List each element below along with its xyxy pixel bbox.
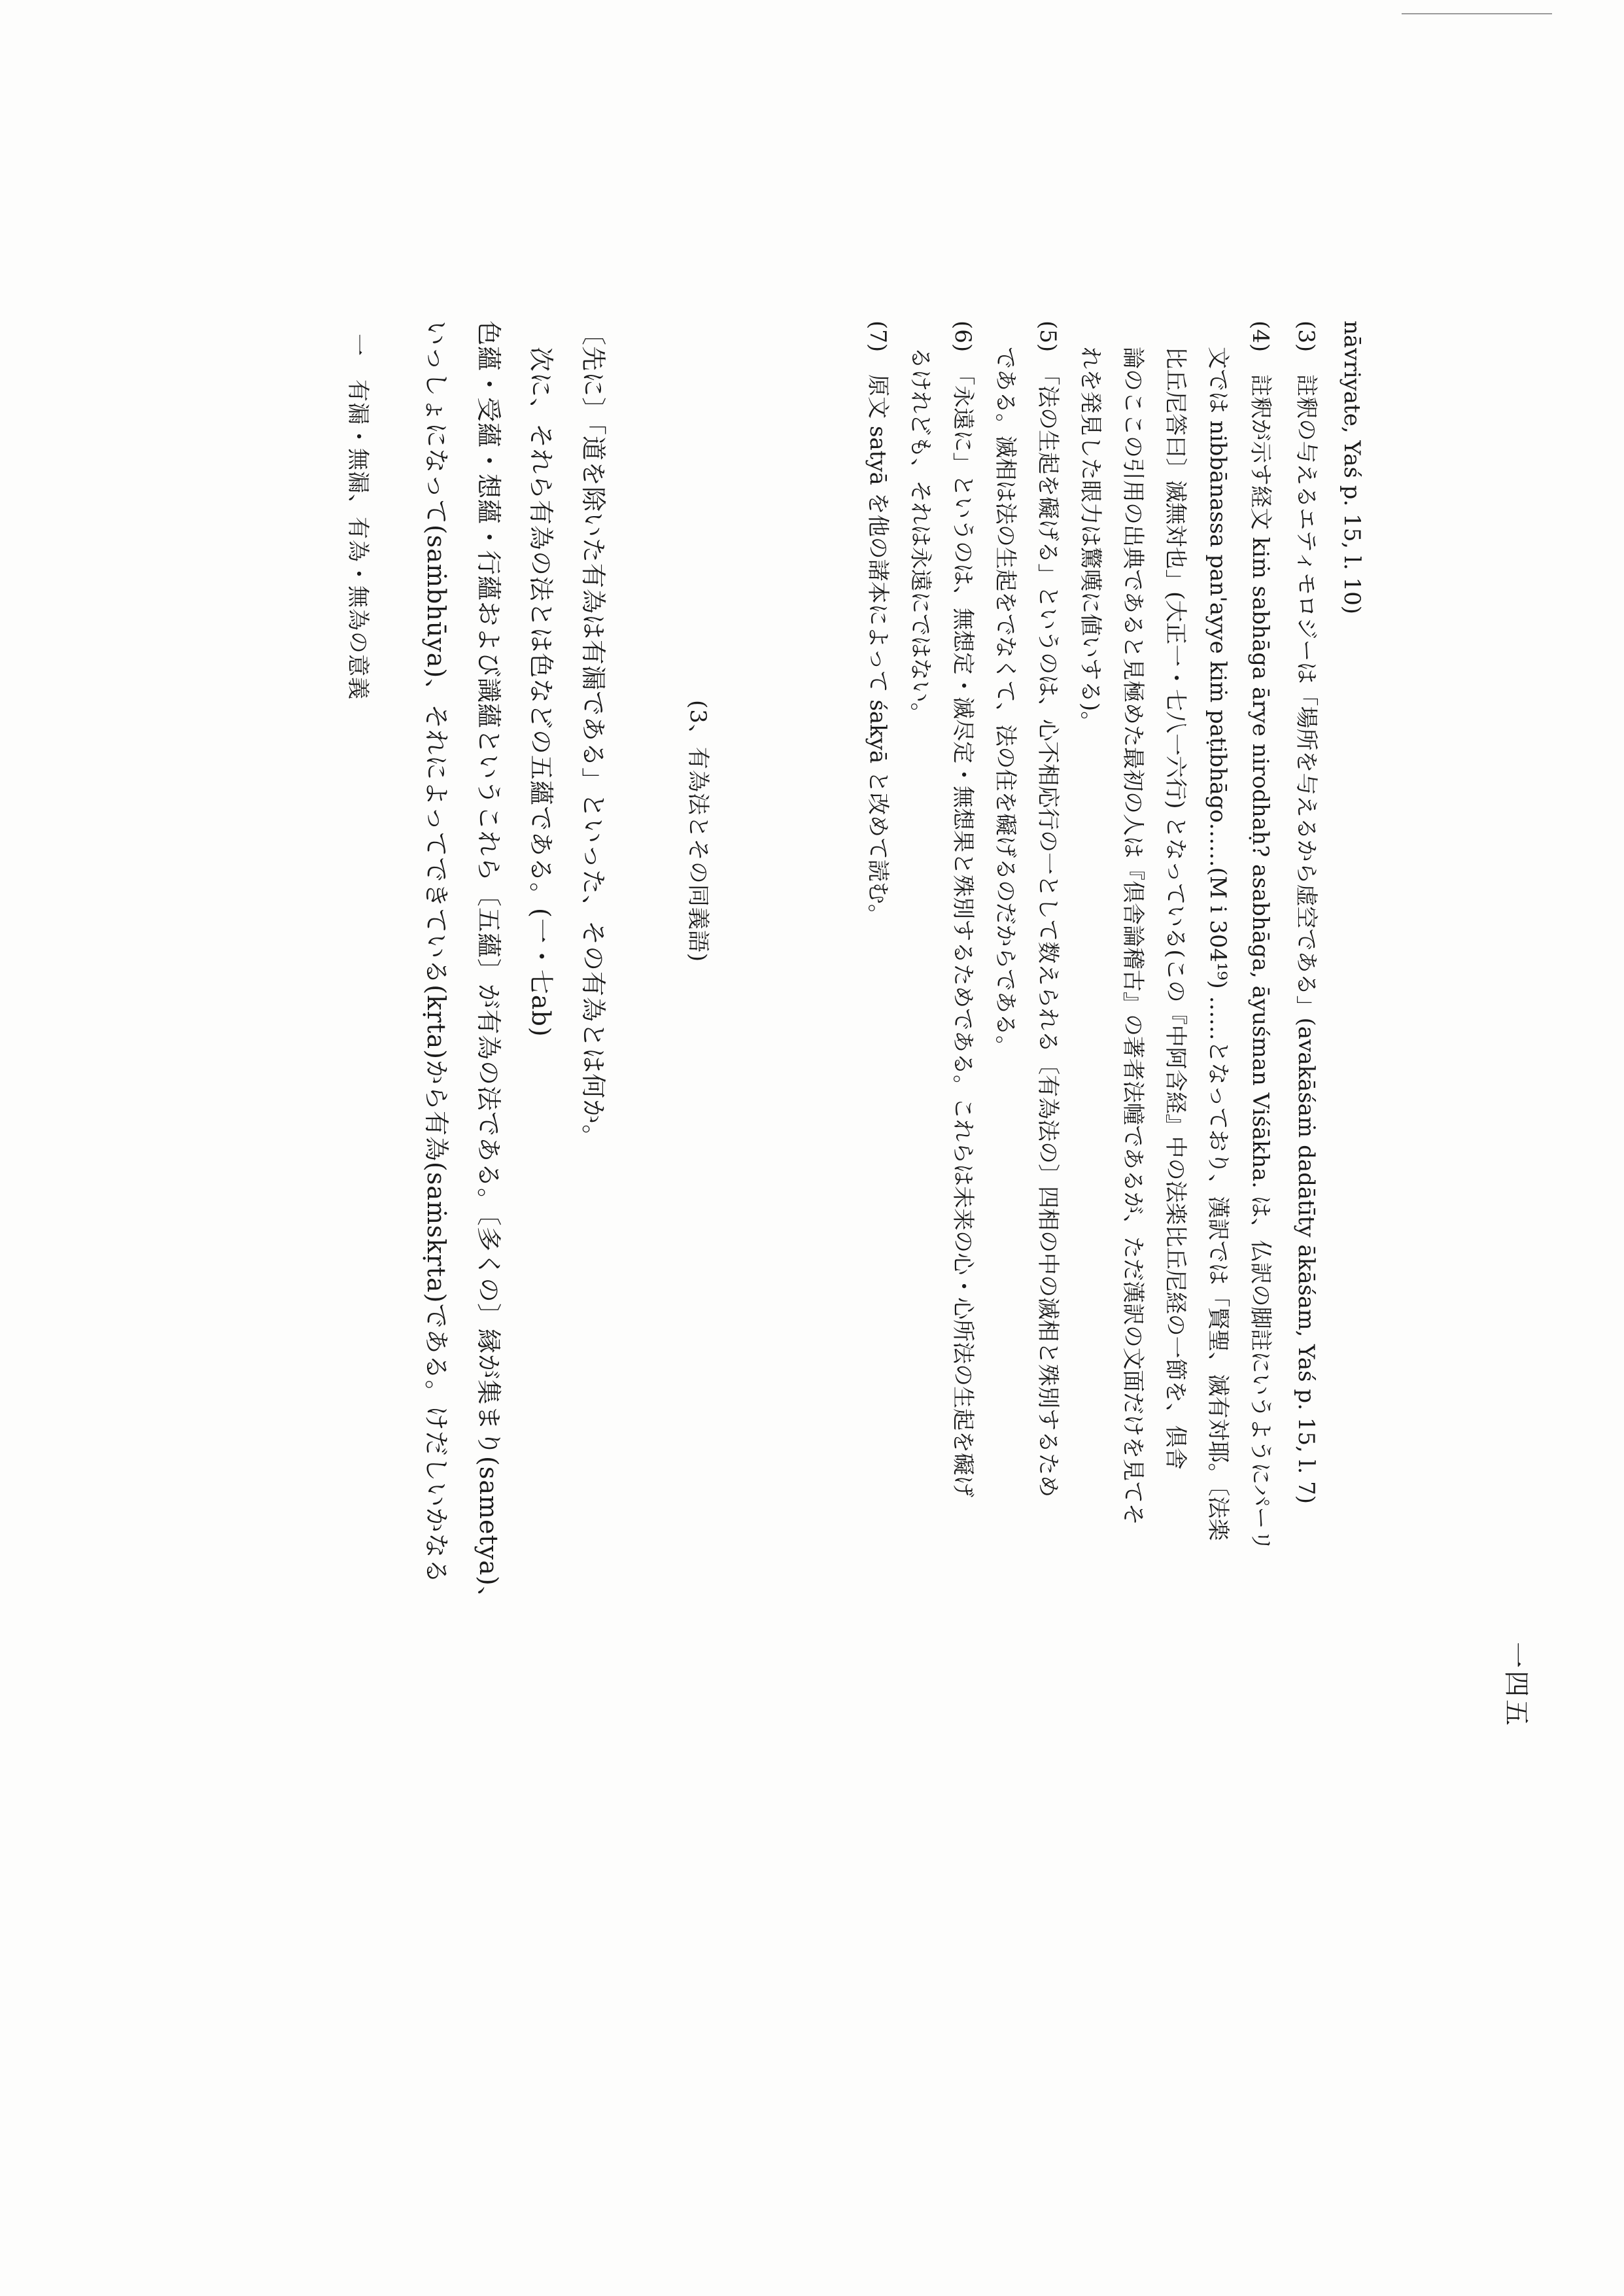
note-4-line-1: (4) 註釈が示す経文 kiṁ sabhāga ārye nirodhaḥ? asabhāga, āyuśman Viśākha. は、仏訳の脚註にいうようにパーリ — [1247, 321, 1273, 1552]
note-4-line-5: れを発見した眼力は驚嘆に値いする)。 — [1077, 347, 1103, 734]
note-6-line-2: るけれども、それは永遠にではない。 — [907, 347, 933, 725]
body-line-4: いっしょになって(saṁbhūya)、それによってできている(kṛta)から有為(saṁskṛta)である。けだしいかなる — [422, 321, 451, 1584]
note-5-line-1: (5) 「法の生起を礙げる」というのは、心不相応行の一として数えられる〔有為法の〕四相の中の滅相と殊別するため — [1035, 321, 1061, 1498]
note-3: (3) 註釈の与えるエティモロジーは「場所を与えるから虚空である」(avakāśaṁ dadātīty ākāśam, Yaś p. 15, l. 7) — [1293, 321, 1319, 1505]
note-7: (7) 原文 satyā を他の諸本によって śakyā と改めて読む。 — [865, 321, 891, 927]
body-line-1: 〔先に〕「道を除いた有為は有漏である」といった、その有為とは何か。 — [579, 321, 608, 1151]
section-heading: (3、有為法とその同義語) — [685, 700, 711, 963]
note-4-line-3: 比丘尼答曰〕滅無対也」(大正一・七八一六行) となっている(この『中阿含経』中の法楽比丘尼経の一節を、倶舎 — [1162, 347, 1188, 1470]
body-line-2: 次に、それら有為の法とは色などの五蘊である。(一・七ab) — [527, 347, 555, 1037]
note-5-line-2: である。滅相は法の生起をでなくて、法の住を礙げるのだからである。 — [992, 347, 1018, 1058]
top-rule — [1402, 13, 1552, 14]
body-line-3: 色蘊・受蘊・想蘊・行蘊および識蘊というこれら〔五蘊〕が有為の法である。〔多くの〕縁が集まり(sametya)、 — [474, 321, 503, 1612]
page-number: 一四五 — [1501, 1642, 1531, 1728]
note-4-line-2: 文では nibbānassa pan'ayye kiṁ paṭibhāgo……(M i 304¹⁹) ……となっており、漢訳では「賢聖、滅有対耶。〔法楽 — [1205, 347, 1231, 1541]
note-continuation: nāvriyate, Yaś p. 15, l. 10) — [1339, 321, 1365, 614]
note-6-line-1: (6) 「永遠に」というのは、無想定・滅尽定・無想果と殊別するためである。これらは未来の心・心所法の生起を礙げ — [950, 321, 976, 1498]
note-4-line-4: 論のここの引用の出典であると見極めた最初の人は『倶舎論稽古』の著者法幢であるが、ただ漢訳の文面だけを見てそ — [1120, 347, 1146, 1525]
running-footer: 一 有漏・無漏、有為・無為の意義 — [345, 334, 371, 700]
